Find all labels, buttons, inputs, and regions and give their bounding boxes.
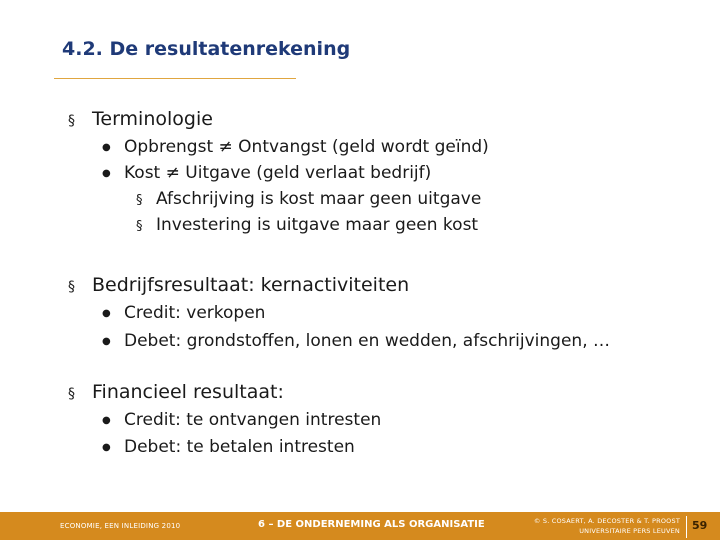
footer-bar — [0, 512, 720, 540]
section-heading-terminologie — [68, 107, 213, 133]
section-heading-financieel-resultaat — [68, 380, 284, 406]
list-item — [102, 409, 381, 432]
list-item-text: Debet: te betalen intresten — [124, 437, 355, 457]
list-item-text: Credit: verkopen — [124, 303, 266, 323]
slide-title: 4.2. De resultatenrekening — [62, 38, 351, 60]
square-bullet-icon: § — [136, 219, 143, 234]
list-item — [102, 136, 489, 159]
sub-list-item-text: Afschrijving is kost maar geen uitgave — [156, 189, 482, 209]
list-item — [102, 302, 265, 325]
list-item — [102, 330, 610, 353]
footer-course-label: ECONOMIE, EEN INLEIDING 2010 — [60, 522, 181, 530]
round-bullet-icon: ● — [102, 142, 111, 153]
square-bullet-icon: § — [68, 279, 75, 295]
round-bullet-icon: ● — [102, 308, 111, 319]
sub-list-item — [136, 188, 481, 212]
page-number: 59 — [692, 519, 708, 532]
list-item — [102, 436, 355, 459]
section-heading-text: Terminologie — [92, 108, 213, 130]
round-bullet-icon: ● — [102, 336, 111, 347]
footer-copyright-line2: UNIVERSITAIRE PERS LEUVEN — [579, 527, 680, 535]
square-bullet-icon: § — [68, 386, 75, 402]
square-bullet-icon: § — [68, 113, 75, 129]
section-heading-bedrijfsresultaat — [68, 273, 409, 299]
list-item — [102, 162, 431, 185]
footer-copyright — [534, 516, 680, 536]
list-item-text: Debet: grondstoffen, lonen en wedden, afschrijvingen, … — [124, 331, 611, 351]
round-bullet-icon: ● — [102, 442, 111, 453]
footer-divider — [686, 516, 687, 538]
title-underline — [54, 78, 296, 79]
list-item-text: Kost ≠ Uitgave (geld verlaat bedrijf) — [124, 163, 432, 183]
footer-chapter-label: 6 – DE ONDERNEMING ALS ORGANISATIE — [258, 519, 485, 530]
round-bullet-icon: ● — [102, 168, 111, 179]
footer-copyright-line1: © S. COSAERT, A. DECOSTER & T. PROOST — [533, 517, 680, 525]
sub-list-item-text: Investering is uitgave maar geen kost — [156, 215, 479, 235]
square-bullet-icon: § — [136, 193, 143, 208]
section-heading-text: Bedrijfsresultaat: kernactiviteiten — [92, 274, 410, 296]
sub-list-item — [136, 214, 478, 238]
list-item-text: Opbrengst ≠ Ontvangst (geld wordt geïnd) — [124, 137, 489, 157]
section-heading-text: Financieel resultaat: — [92, 381, 284, 403]
round-bullet-icon: ● — [102, 415, 111, 426]
list-item-text: Credit: te ontvangen intresten — [124, 410, 382, 430]
